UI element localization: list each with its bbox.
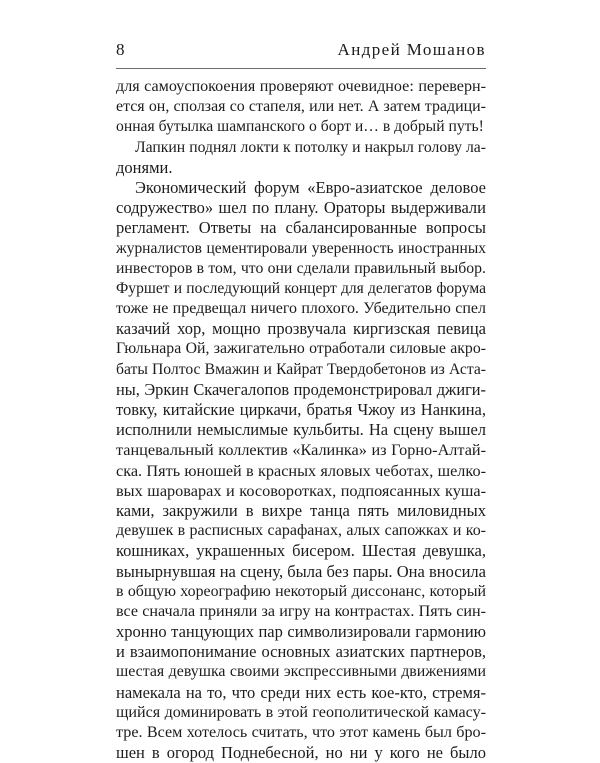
text-line: Лапкин поднял локти к потолку и накрыл голову ла- [135, 138, 486, 156]
text-line: все сначала приняли за игру на контрастах. Пять син- [116, 602, 486, 620]
header-rule [116, 68, 486, 69]
text-line: онная бутылка шампанского о борт и… в добрый путь! [116, 118, 484, 136]
text-line: ками, закружили в вихре танца пять миловидных [116, 500, 486, 520]
text-line: шен в огород Поднебесной, но ни у кого не было [116, 743, 486, 763]
text-line: тоже не предвещал ничего плохого. Убедительно спел [116, 300, 486, 318]
text-line: донями. [116, 157, 173, 177]
text-line: шестая девушка своими экспрессивными движениями [116, 663, 486, 681]
text-line: намекала на то, что среди них есть кое-кто, стремя- [116, 682, 486, 702]
text-line: Гюльнара Ой, зажигательно отработали силовые акро- [116, 340, 486, 358]
text-line: щийся доминировать в этой геополитической камасу- [116, 703, 486, 721]
text-line: хронно танцующих пар символизировали гармонию [116, 622, 486, 642]
text-line: кошниках, украшенных бисером. Шестая девушка, [116, 541, 486, 561]
text-line: вых шароварах и косоворотках, подпоясанных куша- [116, 480, 486, 500]
text-line: товку, китайские циркачи, братья Чжоу из Нанкина, [116, 400, 486, 419]
text-line: казачий хор, мощно прозвучала киргизская певица [116, 319, 486, 339]
running-head-author: Андрей Мошанов [337, 40, 486, 59]
text-line: для самоуспокоения проверяют очевидное: переверн- [116, 78, 486, 95]
page-number: 8 [116, 40, 125, 59]
text-line: и взаимопонимание основных азиатских партнеров, [116, 642, 486, 662]
body-text [116, 77, 486, 763]
text-line: Экономический форум «Евро-азиатское деловое [135, 177, 486, 197]
text-line: в общую хореографию некоторый диссонанс, который [116, 582, 486, 600]
text-line: ска. Пять юношей в красных яловых чеботах, шелко- [116, 461, 486, 480]
text-line: содружество» шел по плану. Ораторы выдерживали [116, 198, 486, 218]
text-line: исполнили немыслимые кульбиты. На сцену вышел [116, 420, 486, 440]
text-line: ется он, сползая со стапеля, или нет. А затем традици- [116, 98, 486, 116]
text-line: Фуршет и последующий концерт для делегатов форума [116, 279, 486, 297]
text-line: тре. Всем хотелось считать, что этот камень был бро- [116, 724, 486, 741]
text-line: баты Полтос Вмажин и Кайрат Твердобетонов из Аста- [116, 360, 486, 378]
text-line: журналистов цементировали уверенность иностранных [116, 239, 486, 257]
page-header [116, 40, 486, 62]
text-line: регламент. Ответы на сбалансированные вопросы [116, 218, 486, 238]
text-line: вынырнувшая на сцену, была без пары. Она вносила [116, 561, 486, 581]
text-line: ны, Эркин Скачегалопов продемонстрировал джиги- [116, 379, 486, 399]
text-line: девушек в расписных сарафанах, алых сапожках и ко- [116, 522, 486, 540]
text-line: танцевальный коллектив «Калинка» из Горно-Алтай- [116, 441, 486, 460]
text-line: инвесторов в том, что они сделали правильный выбор. [116, 259, 486, 277]
